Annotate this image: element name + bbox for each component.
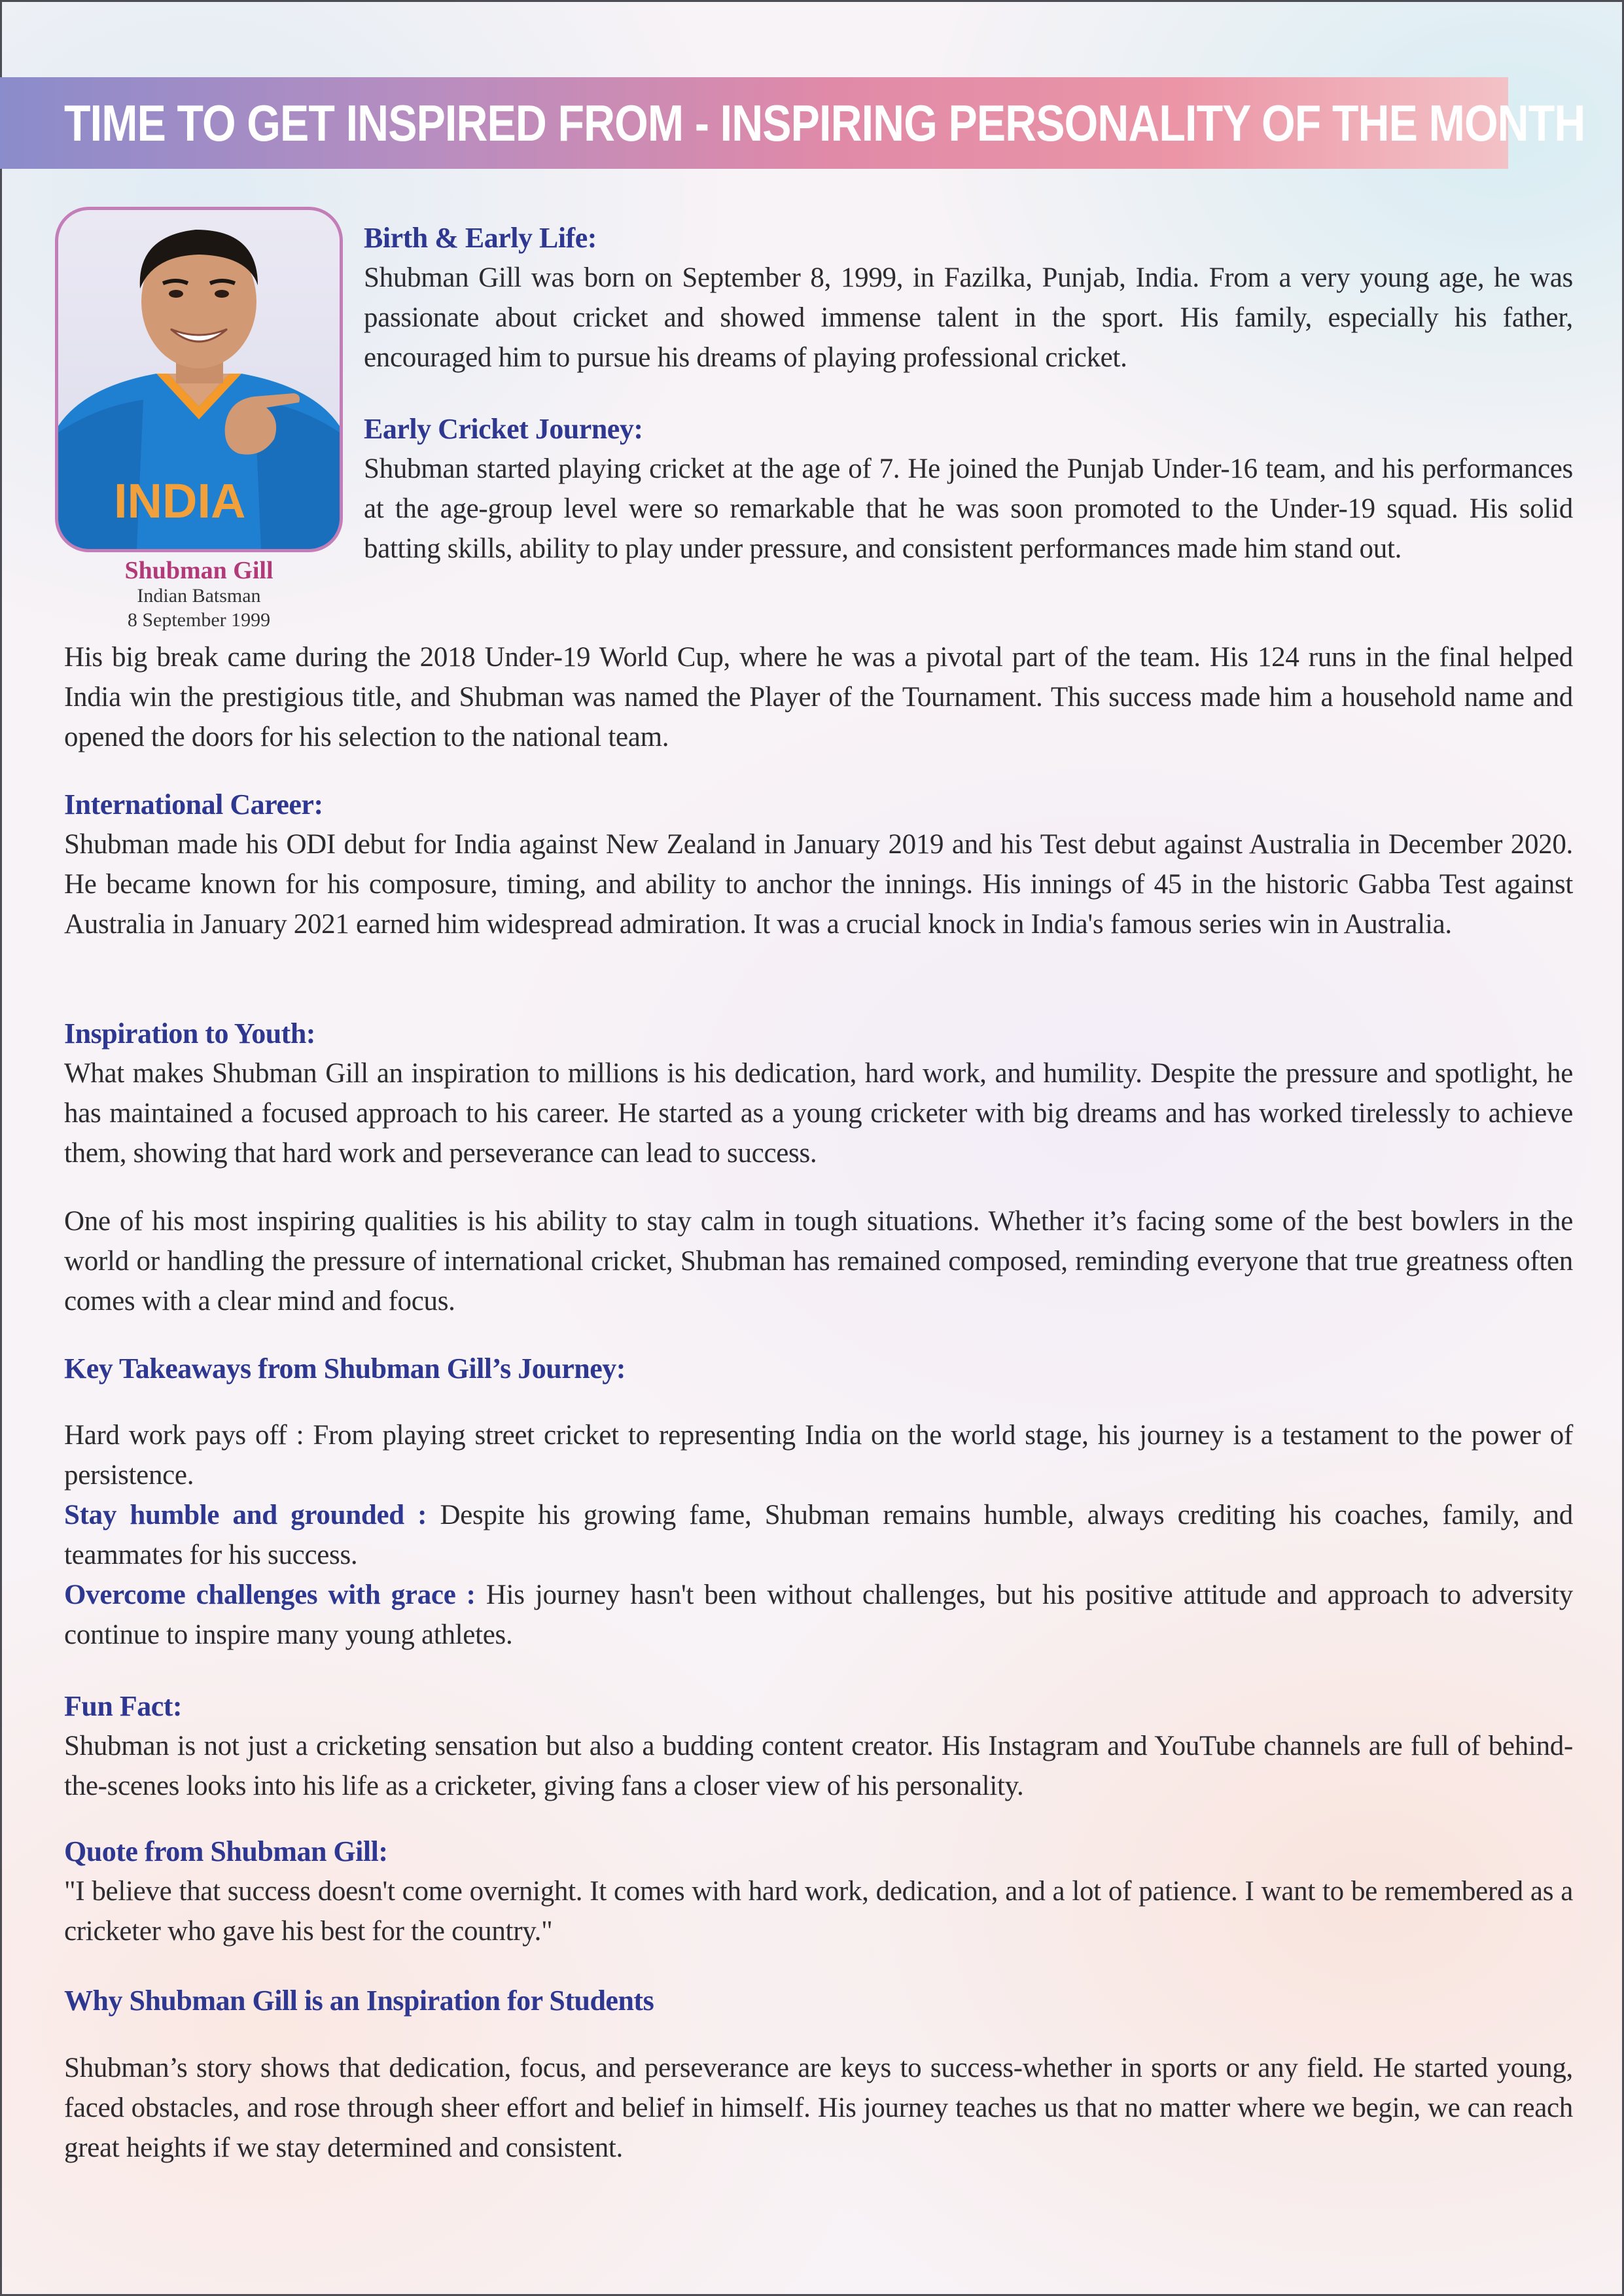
section-heading: Fun Fact: — [64, 1690, 183, 1722]
section-text: Shubman started playing cricket at the age of 7. He joined the Punjab Under-16 team, and his performances at the age-group level were so remarkable that he was soon promoted to the Under-19 squad. His solid batting skills, ability to play under pressure, and consistent performances made him stand out. — [364, 453, 1573, 564]
takeaway-text: His journey hasn't been without challenges, but his positive attitude and approach to adversity continue to inspire many young athletes. — [64, 1580, 1573, 1650]
section-heading: Quote from Shubman Gill: — [64, 1835, 388, 1867]
takeaway-item — [64, 1415, 1573, 1495]
takeaway-text: Hard work pays off : From playing street cricket to representing India on the world stage, his journey is a testament to the power of persistence. — [64, 1420, 1573, 1491]
section-big-break — [64, 637, 1573, 757]
profile-dob: 8 September 1999 — [127, 609, 271, 631]
section-takeaways — [64, 1349, 1573, 1388]
section-quote — [64, 1832, 1573, 1951]
section-text: Shubman is not just a cricketing sensation but also a budding content creator. His Instagram and YouTube channels are full of behind-the-scenes looks into his life as a cricketer, giving fans a closer view of his personality. — [64, 1731, 1573, 1801]
title-banner — [0, 77, 1585, 169]
section-heading: Key Takeaways from Shubman Gill’s Journey: — [64, 1352, 626, 1385]
section-international — [64, 785, 1573, 944]
profile-photo — [55, 207, 343, 552]
section-heading: Early Cricket Journey: — [364, 413, 643, 445]
section-inspiration — [64, 1014, 1573, 1173]
cricketer-portrait-image — [58, 210, 340, 549]
section-heading: International Career: — [64, 788, 323, 821]
section-text: His big break came during the 2018 Under-19 World Cup, where he was a pivotal part of the team. His 124 runs in the final helped India win the prestigious title, and Shubman was named the Player of the Tournament. This success made him a household name and opened the doors for his selection to the national team. — [64, 642, 1573, 752]
section-text: Shubman’s story shows that dedication, focus, and perseverance are keys to success-whether in sports or any field. He started young, faced obstacles, and rose through sheer effort and belief in himself. His journey teaches us that no matter where we begin, we can reach great heights if we stay determined and consistent. — [64, 2053, 1573, 2163]
section-text: What makes Shubman Gill an inspiration to millions is his dedication, hard work, and humility. Despite the pressure and spotlight, he has maintained a focused approach to his career. He started as a young cricketer with big dreams and has worked tirelessly to achieve them, showing that hard work and perseverance can lead to success. — [64, 1058, 1573, 1169]
section-birth — [364, 219, 1573, 378]
takeaway-item — [64, 1575, 1573, 1655]
section-text: Shubman made his ODI debut for India against New Zealand in January 2019 and his Test debut against Australia in December 2020. He became known for his composure, timing, and ability to anchor the innings. His innings of 45 in the historic Gabba Test against Australia in January 2021 earned him widespread admiration. It was a crucial knock in India's famous series win in Australia. — [64, 829, 1573, 940]
takeaway-list — [64, 1415, 1573, 1655]
quote-text: "I believe that success doesn't come overnight. It comes with hard work, dedication, and a lot of patience. I want to be remembered as a cricketer who gave his best for the country." — [64, 1876, 1573, 1947]
takeaway-label: Overcome challenges with grace : — [64, 1580, 476, 1610]
profile-name: Shubman Gill — [124, 557, 274, 584]
takeaway-item — [64, 1495, 1573, 1575]
section-early-journey — [364, 410, 1573, 569]
section-text: Shubman Gill was born on September 8, 1999, in Fazilka, Punjab, India. From a very young age, he was passionate about cricket and showed immense talent in the sport. His family, especially his father, encouraged him to pursue his dreams of playing professional cricket. — [364, 262, 1573, 373]
section-students-body — [64, 2048, 1573, 2168]
section-heading: Birth & Early Life: — [364, 222, 597, 254]
section-heading: Why Shubman Gill is an Inspiration for Students — [64, 1985, 654, 2017]
section-calm — [64, 1201, 1573, 1321]
takeaway-label: Stay humble and grounded : — [64, 1500, 427, 1530]
takeaway-text: Despite his growing fame, Shubman remains humble, always crediting his coaches, family, and teammates for his success. — [64, 1500, 1573, 1570]
section-students — [64, 1981, 1573, 2021]
section-heading: Inspiration to Youth: — [64, 1017, 315, 1050]
jersey-text: INDIA — [114, 474, 246, 528]
section-fun-fact — [64, 1687, 1573, 1806]
section-text: One of his most inspiring qualities is his ability to stay calm in tough situations. Whether it’s facing some of the best bowlers in the world or handling the pressure of international cricket, Shubman has remained composed, reminding everyone that true greatness often comes with a clear mind and focus. — [64, 1206, 1573, 1316]
profile-role: Indian Batsman — [137, 585, 261, 607]
page-title: TIME TO GET INSPIRED FROM - INSPIRING PERSONALITY OF THE MONTH — [64, 94, 1585, 152]
